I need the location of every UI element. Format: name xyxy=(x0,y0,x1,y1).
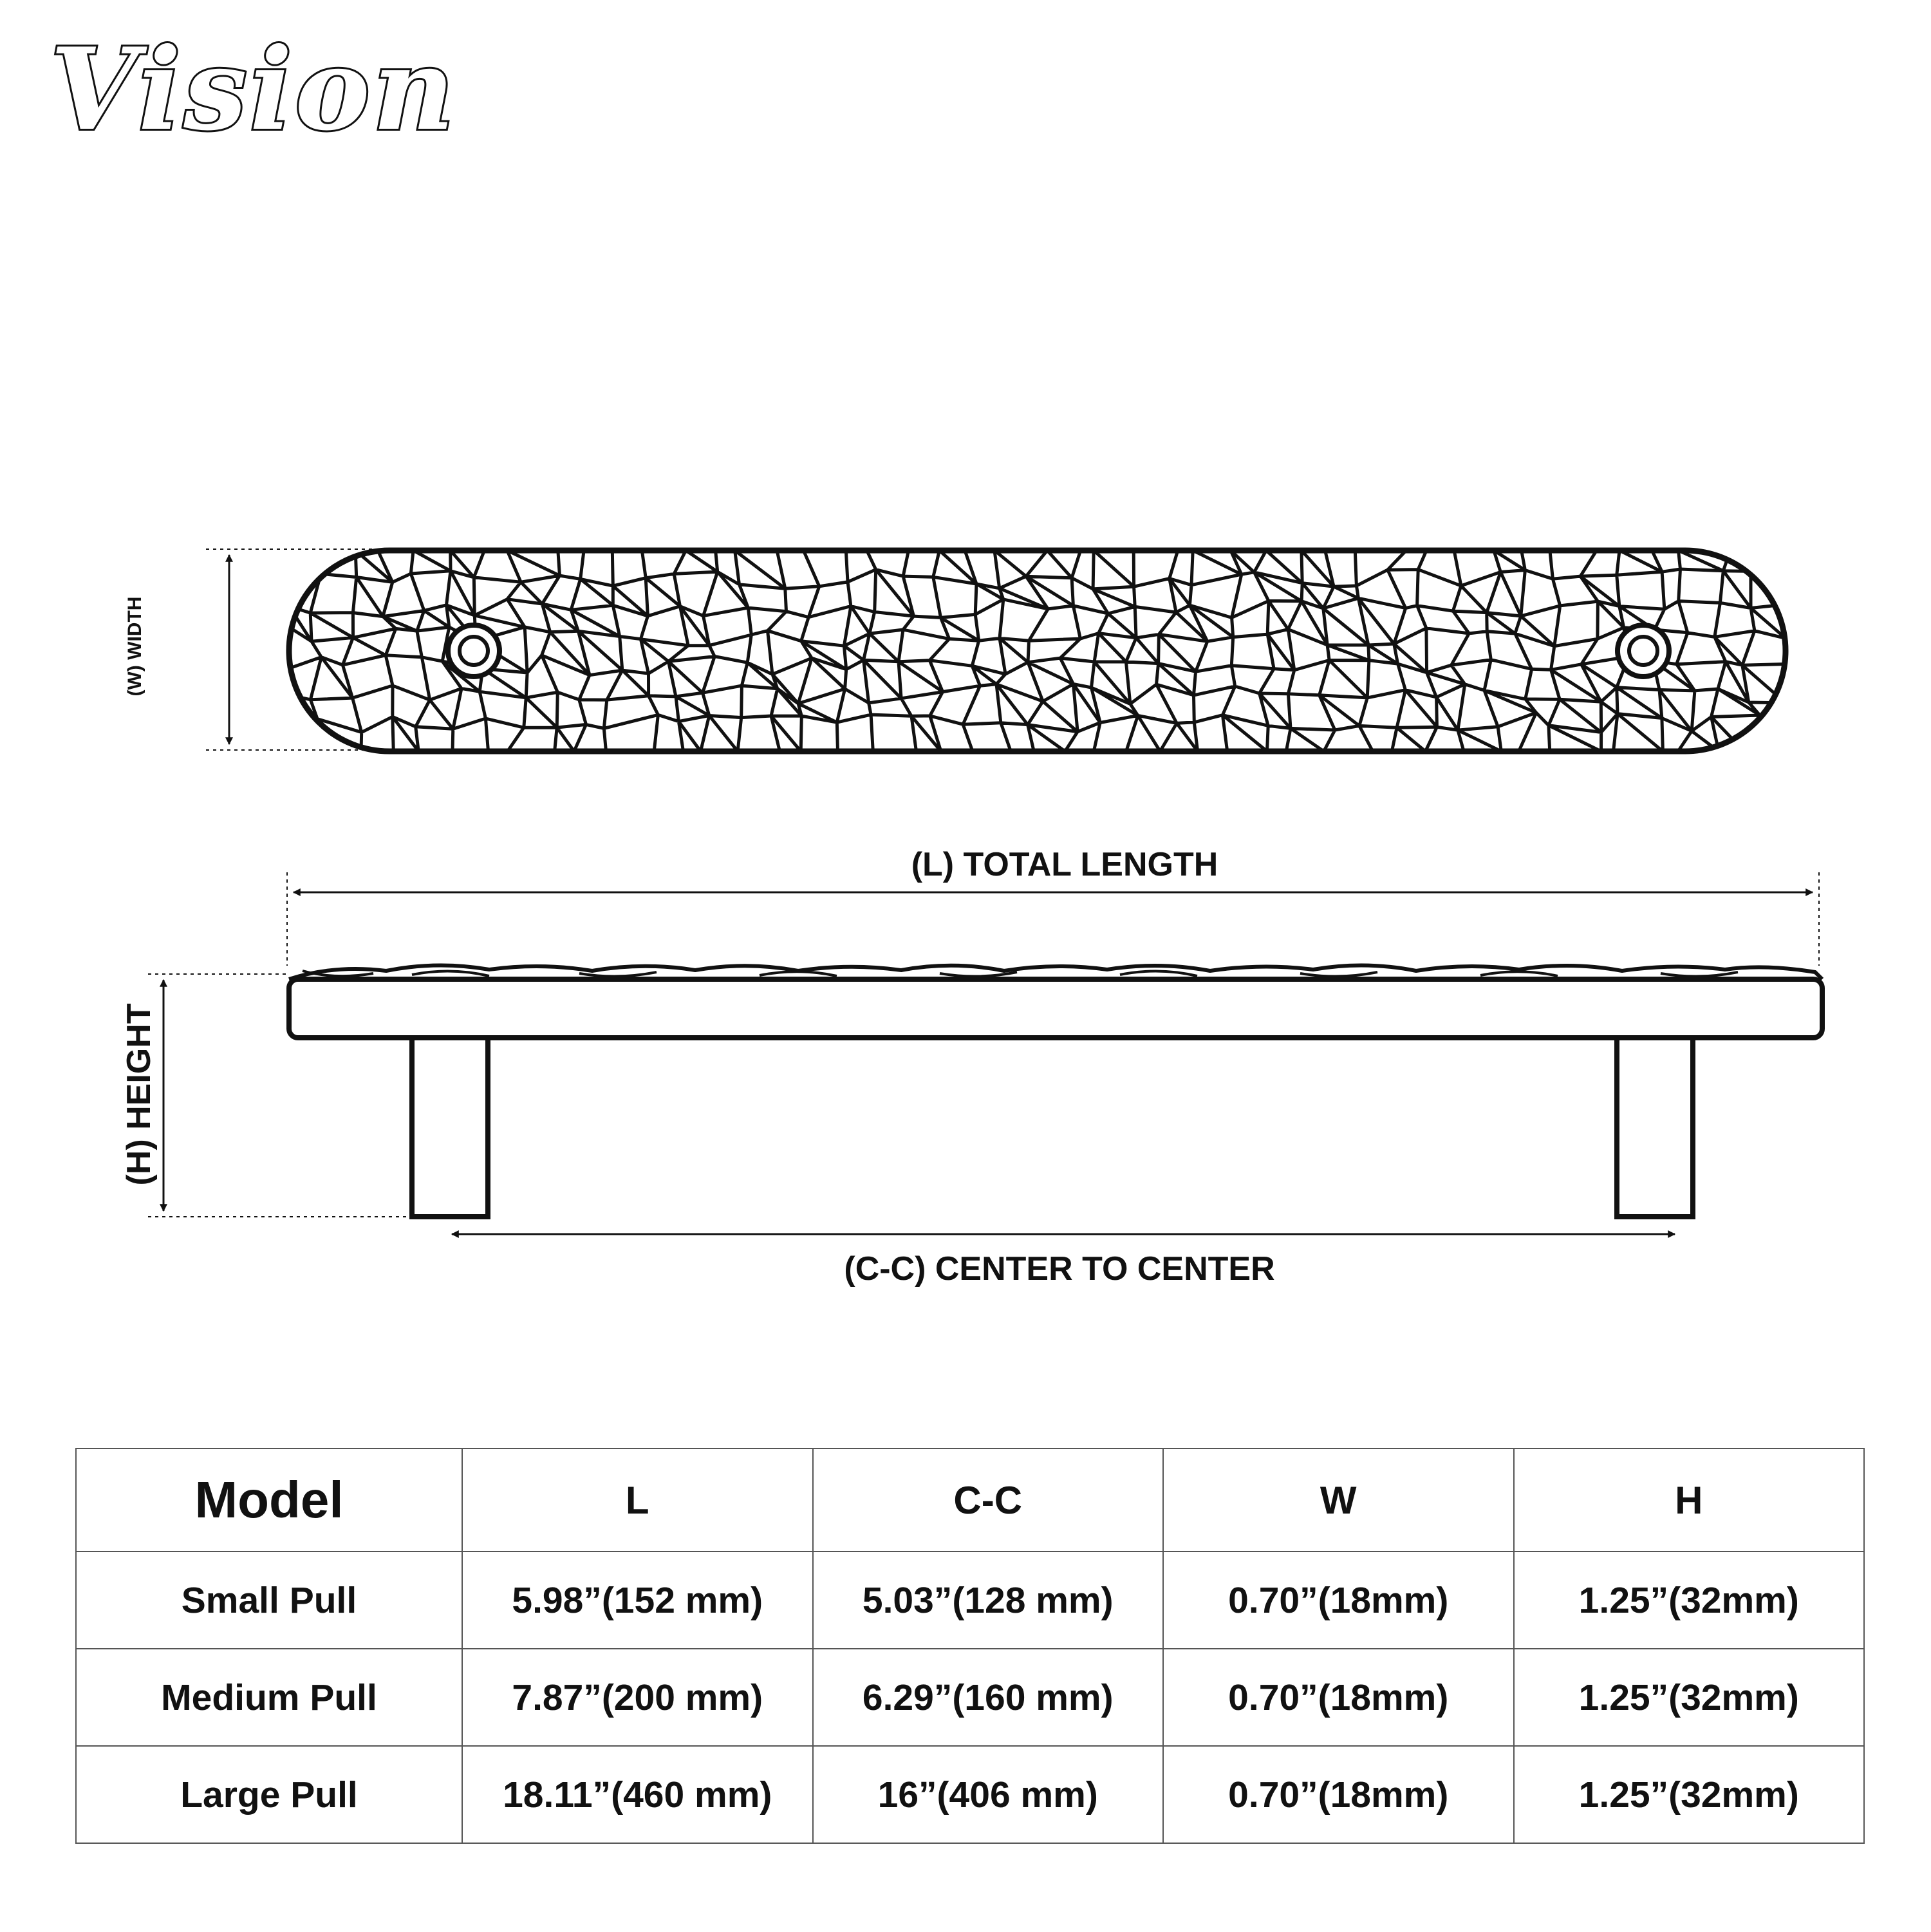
cell-cc: 6.29”(160 mm) xyxy=(813,1649,1164,1746)
handle-side-view xyxy=(289,965,1822,1217)
table-row xyxy=(76,1746,1864,1843)
post-left xyxy=(412,1038,488,1217)
table-row xyxy=(76,1649,1864,1746)
screw-hole-right xyxy=(1618,625,1669,677)
cell-w: 0.70”(18mm) xyxy=(1163,1552,1514,1649)
header-h: H xyxy=(1514,1449,1865,1552)
cell-l: 18.11”(460 mm) xyxy=(462,1746,813,1843)
cell-model: Small Pull xyxy=(76,1552,462,1649)
pebble-texture xyxy=(289,550,1786,751)
width-label: (W) WIDTH xyxy=(124,596,145,697)
header-cc: C-C xyxy=(813,1449,1164,1552)
header-model: Model xyxy=(76,1449,462,1552)
cell-h: 1.25”(32mm) xyxy=(1514,1552,1865,1649)
header-l: L xyxy=(462,1449,813,1552)
length-label: (L) TOTAL LENGTH xyxy=(911,846,1218,883)
table-row xyxy=(76,1552,1864,1649)
cc-label: (C-C) CENTER TO CENTER xyxy=(844,1250,1275,1288)
cell-cc: 5.03”(128 mm) xyxy=(813,1552,1164,1649)
cell-model: Medium Pull xyxy=(76,1649,462,1746)
height-label: (H) HEIGHT xyxy=(120,1003,158,1186)
cell-model: Large Pull xyxy=(76,1746,462,1843)
table-header-row xyxy=(76,1449,1864,1552)
spec-table xyxy=(75,1448,1865,1844)
handle-top-outline xyxy=(289,550,1786,751)
bar-body xyxy=(289,979,1822,1038)
cell-l: 7.87”(200 mm) xyxy=(462,1649,813,1746)
cell-l: 5.98”(152 mm) xyxy=(462,1552,813,1649)
cell-h: 1.25”(32mm) xyxy=(1514,1649,1865,1746)
brand-logo-text: Vision xyxy=(50,24,458,156)
length-dimension xyxy=(287,872,1819,966)
header-w: W xyxy=(1163,1449,1514,1552)
cell-w: 0.70”(18mm) xyxy=(1163,1746,1514,1843)
cell-w: 0.70”(18mm) xyxy=(1163,1649,1514,1746)
pebble-cracks xyxy=(289,550,1786,751)
cell-h: 1.25”(32mm) xyxy=(1514,1746,1865,1843)
post-right xyxy=(1617,1038,1693,1217)
cell-cc: 16”(406 mm) xyxy=(813,1746,1164,1843)
screw-hole-left xyxy=(448,625,499,677)
